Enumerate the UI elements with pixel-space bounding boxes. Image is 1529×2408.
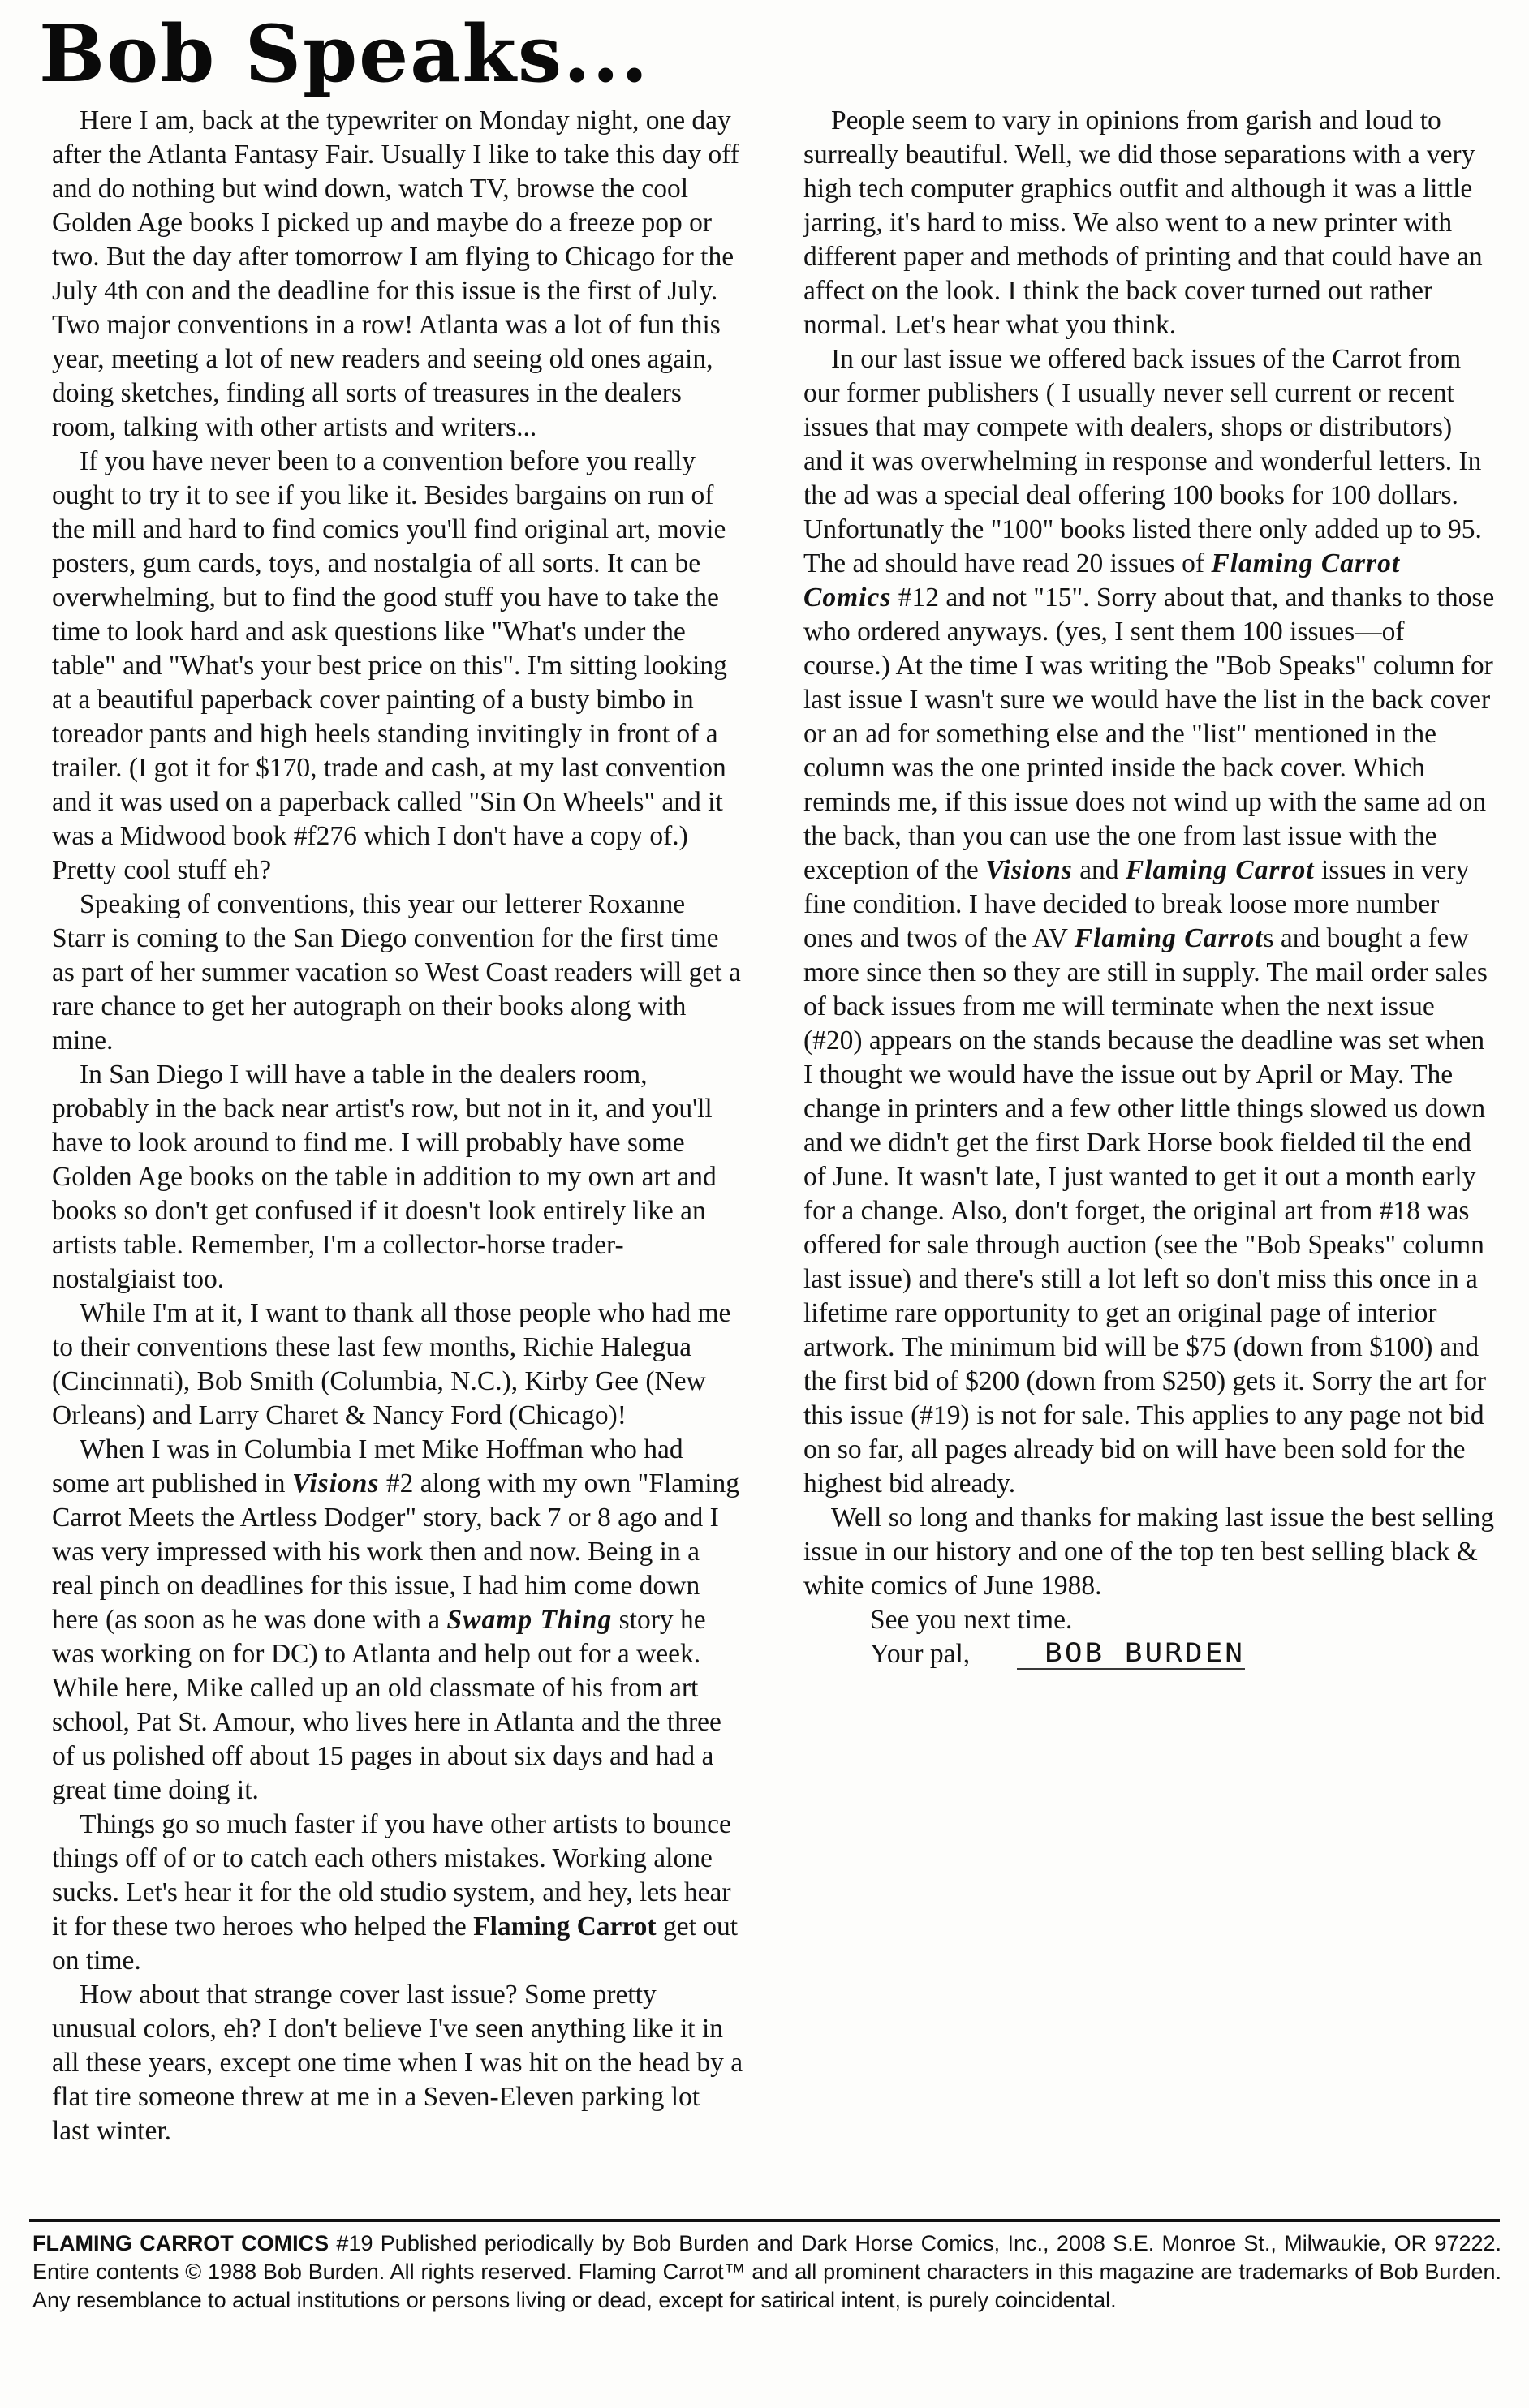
paragraph: People seem to vary in opinions from garish and loud to surreally beautiful. Well, we did those separations with a very high tech computer graphics outfit and although it was a little jarring, it's hard to miss. We also went to a new printer with different paper and methods of printing and that could have an affect on the look. I think the back cover turned out rather normal. Let's hear what you think.: [803, 105, 1483, 340]
indicia: [32, 2230, 1501, 2315]
comic-title-flaming-carrot: Flaming Carrot: [473, 1911, 657, 1941]
paragraph: Speaking of conventions, this year our letterer Roxanne Starr is coming to the San Diego convention for the first time as part of her summer vacation so West Coast readers will get a rare chance to get her autograph on their books along with mine.: [52, 889, 741, 1056]
comic-title-flaming-carrot-comics: Flaming Carrot Comics: [803, 548, 1401, 613]
paragraph: In San Diego I will have a table in the dealers room, probably in the back near artist's row, but not in it, and you'll have to look around to find me. I will probably have some Golden Age books on the table in addition to my own art and books so don't get confused if it doesn't look entirely like an artists table. Remember, I'm a collector-horse trader-nostalgiaist too.: [52, 1060, 717, 1294]
signoff-line: See you next time.: [870, 1605, 1073, 1635]
signature: BOB BURDEN: [1017, 1639, 1245, 1670]
text-run: #2 along with my own "Flaming Carrot Meets the Artless Dodger" story, back 7 or 8 ago and I was very impressed with his work then and now. Being in a real pinch on deadlines for this issue, I had him come down here (as soon as he was done with a: [52, 1468, 740, 1635]
text-run: #12 and not "15". Sorry about that, and thanks to those who ordered anyways. (yes, I sent them 100 issues—of course.) At the time I was writing the "Bob Speaks" column for last issue I wasn't sure we would have the list in the back cover or an ad for something else and the "list" mentioned in the column was the one printed inside the back cover. Which reminds me, if this issue does not wind up with the same ad on the back, than you can use the one from last issue with the exception of the: [803, 583, 1495, 885]
comic-title-visions: Visions: [291, 1468, 380, 1499]
paragraph: [52, 1808, 743, 1978]
text-run: issues in very fine condition. I have decided to break loose more number ones and twos of the AV: [803, 855, 1470, 953]
text-run: and: [1072, 855, 1126, 885]
paragraph: Well so long and thanks for making last issue the best selling issue in our history and one of the top ten best selling black & white comics of June 1988.: [803, 1503, 1495, 1601]
indicia-text: #19 Published periodically by Bob Burden and Dark Horse Comics, Inc., 2008 S.E. Monroe St., Milwaukie, OR 97222. Entire contents © 1988 Bob Burden. All rights reserved. Flaming Carrot™ and all prominent characters in this magazine are trademarks of Bob Burden. Any resemblance to actual institutions or persons living or dead, except for satirical intent, is purely coincidental.: [32, 2231, 1502, 2312]
indicia-magazine-name: FLAMING CARROT COMICS: [32, 2231, 329, 2255]
comic-title-swamp-thing: Swamp Thing: [446, 1605, 613, 1635]
paragraph: If you have never been to a convention before you really ought to try it to see if you like it. Besides bargains on run of the mill and hard to find comics you'll find original art, movie posters, gum cards, toys, and nostalgia of all sorts. It can be overwhelming, but to find the good stuff you have to take the time to look hard and ask questions like "What's under the table" and "What's your best price on this". I'm sitting looking at a beautiful paperback cover painting of a busty bimbo in toreador pants and high heels standing invitingly in front of a trailer. (I got it for $170, trade and cash, at my last convention and it was used on a paperback called "Sin On Wheels" and it was a Midwood book #f276 which I don't have a copy of.) Pretty cool stuff eh?: [52, 446, 727, 885]
paragraph: [803, 342, 1495, 1501]
comic-title-flaming-carrot: Flaming Carrot: [1074, 923, 1264, 953]
comic-title-visions: Visions: [985, 855, 1073, 885]
closing-text: Your pal,: [870, 1639, 971, 1669]
text-run: When I was in Columbia I met Mike Hoffman who had some art published in: [52, 1434, 683, 1499]
page-title: Bob Speaks...: [39, 8, 650, 100]
text-run: In our last issue we offered back issues of the Carrot from our former publishers ( I usually never sell current or recent issues that may compete with dealers, shops or distributors) and it was overwhelming in response and wonderful letters. In the ad was a special deal offering 100 books for 100 dollars. Unfortunatly the "100" books listed there only added up to 95. The ad should have read 20 issues of: [803, 344, 1482, 578]
text-run: story he was working on for DC) to Atlanta and help out for a week. While here, Mike called up an old classmate of his from art school, Pat St. Amour, who lives here in Atlanta and the three of us polished off about 15 pages in about six days and had a great time doing it.: [52, 1605, 721, 1805]
paragraph: While I'm at it, I want to thank all those people who had me to their conventions these last few months, Richie Halegua (Cincinnati), Bob Smith (Columbia, N.C.), Kirby Gee (New Orleans) and Larry Charet & Nancy Ford (Chicago)!: [52, 1298, 731, 1430]
paragraph: [52, 1433, 743, 1808]
text-run: get out on time.: [52, 1911, 739, 1976]
paragraph: How about that strange cover last issue? Some pretty unusual colors, eh? I don't believe I've seen anything like it in all these years, except one time when I was hit on the head by a flat tire someone threw at me in a Seven-Eleven parking lot last winter.: [52, 1980, 743, 2146]
text-run: s and bought a few more since then so they are still in supply. The mail order sales of back issues from me will terminate when the next issue (#20) appears on the stands because the deadline was set when I thought we would have the issue out by April or May. The change in printers and a few other little things slowed us down and we didn't get the first Dark Horse book fielded til the end of June. It wasn't late, I just wanted to get it out a month early for a change. Also, don't forget, the original art from #18 was offered for sale through auction (see the "Bob Speaks" column last issue) and there's still a lot left so don't miss this once in a lifetime rare opportunity to get an original page of interior artwork. The minimum bid will be $75 (down from $100) and the first bid of $200 (down from $250) gets it. Sorry the art for this issue (#19) is not for sale. This applies to any page not bid on so far, all pages already bid on will have been sold for the highest bid already.: [803, 923, 1488, 1499]
closing-line: [803, 1637, 1495, 1671]
paragraph: Here I am, back at the typewriter on Monday night, one day after the Atlanta Fantasy Fair. Usually I like to take this day off and do nothing but wind down, watch TV, browse the cool Golden Age books I picked up and maybe do a freeze pop or two. But the day after tomorrow I am flying to Chicago for the July 4th con and the deadline for this issue is the first of July. Two major conventions in a row! Atlanta was a lot of fun this year, meeting a lot of new readers and seeing old ones again, doing sketches, finding all sorts of treasures in the dealers room, talking with other artists and writers...: [52, 105, 739, 442]
text-run: Things go so much faster if you have other artists to bounce things off of or to catch each others mistakes. Working alone sucks. Let's hear it for the old studio system, and hey, lets hear it for these two heroes who helped the: [52, 1809, 731, 1941]
comic-title-flaming-carrot: Flaming Carrot: [1125, 855, 1315, 885]
article-body: [52, 104, 1495, 2205]
footer-divider: [29, 2219, 1500, 2222]
